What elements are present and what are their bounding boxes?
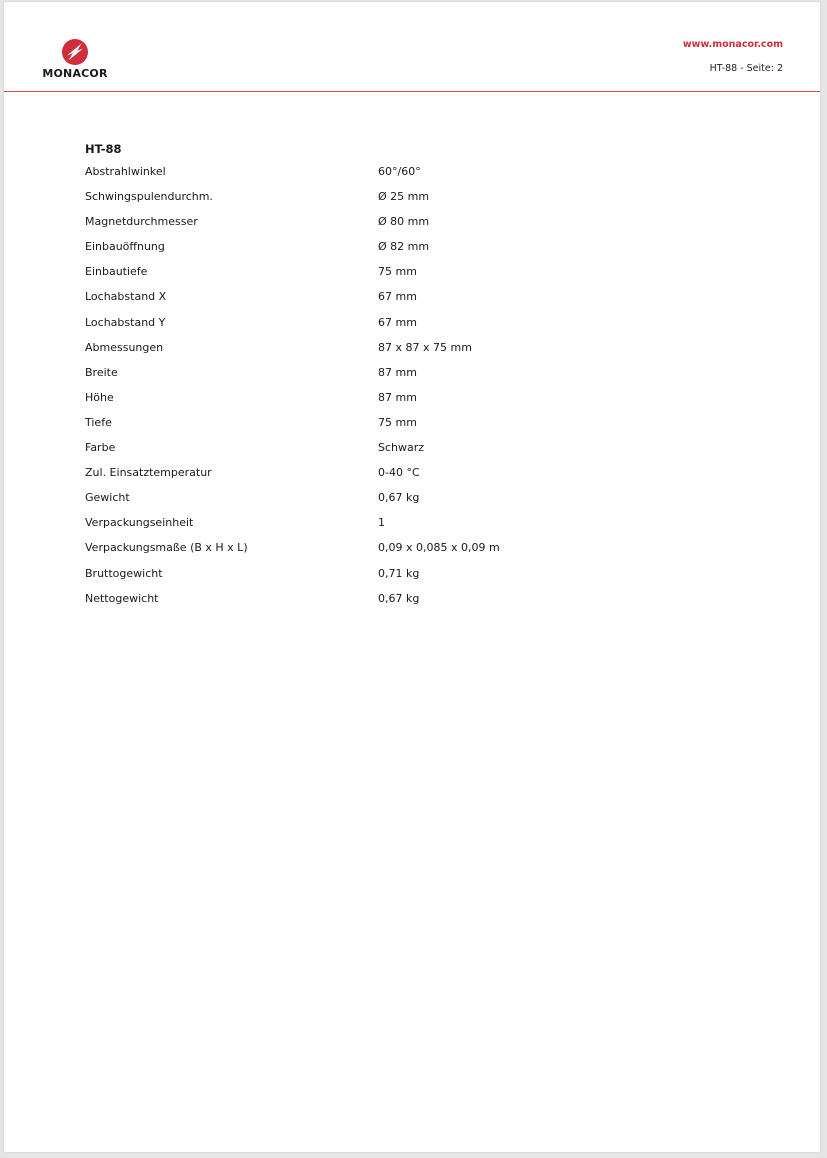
document-page [4, 2, 820, 1152]
spec-value: Ø 25 mm [378, 190, 430, 204]
spec-value: 0-40 °C [378, 466, 420, 480]
brand-name: MONACOR [42, 67, 108, 80]
spec-value: 0,67 kg [378, 491, 420, 505]
spec-row [85, 259, 725, 284]
spec-table [85, 159, 725, 611]
spec-label: Gewicht [85, 491, 130, 505]
spec-row [85, 535, 725, 560]
spec-label: Lochabstand Y [85, 315, 166, 329]
spec-label: Schwingspulendurchm. [85, 190, 213, 204]
spec-row [85, 209, 725, 234]
spec-label: Magnetdurchmesser [85, 215, 198, 229]
spec-value: 87 mm [378, 365, 417, 379]
spec-row [85, 435, 725, 460]
spec-label: Lochabstand X [85, 290, 167, 304]
spec-value: 0,67 kg [378, 591, 420, 605]
spec-row [85, 184, 725, 209]
spec-value: 1 [378, 516, 385, 530]
spec-label: Abmessungen [85, 340, 164, 354]
spec-label: Einbauöffnung [85, 240, 165, 254]
spec-label: Bruttogewicht [85, 566, 163, 580]
spec-value: Ø 82 mm [378, 240, 430, 254]
header-divider [4, 91, 820, 92]
spec-row [85, 586, 725, 611]
spec-row [85, 360, 725, 385]
spec-label: Breite [85, 365, 118, 379]
spec-value: 87 mm [378, 390, 417, 404]
brand-logo [42, 38, 108, 82]
website-link[interactable]: www.monacor.com [682, 39, 783, 50]
spec-value: 0,71 kg [378, 566, 420, 580]
monacor-lightning-logo-icon [61, 38, 89, 66]
spec-row [85, 485, 725, 510]
spec-row [85, 159, 725, 184]
spec-sheet [85, 141, 725, 611]
spec-label: Verpackungseinheit [85, 516, 194, 530]
spec-value: 75 mm [378, 265, 417, 279]
spec-value: 75 mm [378, 415, 417, 429]
spec-label: Höhe [85, 390, 114, 404]
spec-label: Einbautiefe [85, 265, 148, 279]
spec-row [85, 234, 725, 259]
spec-row [85, 410, 725, 435]
spec-value: 87 x 87 x 75 mm [378, 340, 472, 354]
spec-value: Schwarz [378, 441, 425, 455]
page-reference: HT-88 - Seite: 2 [709, 63, 783, 74]
spec-row [85, 335, 725, 360]
spec-label: Abstrahlwinkel [85, 165, 166, 178]
spec-row [85, 460, 725, 485]
spec-value: 60°/60° [378, 165, 421, 178]
spec-label: Zul. Einsatztemperatur [85, 466, 212, 480]
spec-label: Nettogewicht [85, 591, 159, 605]
spec-row [85, 510, 725, 535]
spec-row [85, 561, 725, 586]
spec-value: 67 mm [378, 315, 417, 329]
spec-value: 67 mm [378, 290, 417, 304]
spec-row [85, 310, 725, 335]
spec-label: Farbe [85, 441, 116, 455]
product-title: HT-88 [85, 142, 122, 156]
spec-row [85, 385, 725, 410]
spec-value: 0,09 x 0,085 x 0,09 m [378, 541, 500, 555]
spec-label: Tiefe [85, 415, 112, 429]
spec-value: Ø 80 mm [378, 215, 430, 229]
spec-row [85, 284, 725, 309]
spec-label: Verpackungsmaße (B x H x L) [85, 541, 248, 555]
